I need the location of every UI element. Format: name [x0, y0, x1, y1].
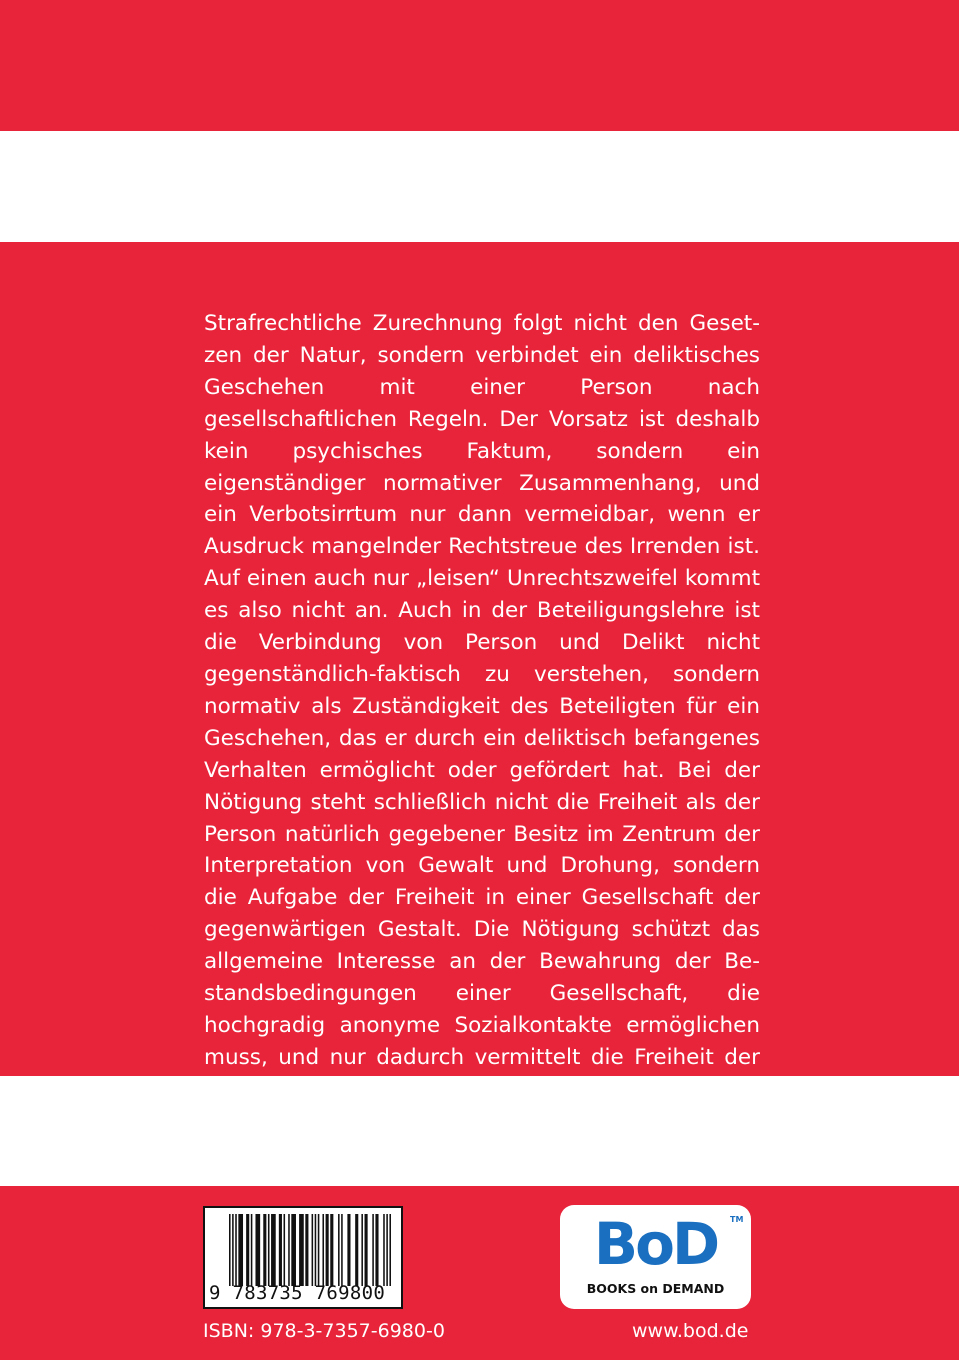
barcode-bar [375, 1214, 378, 1286]
isbn-label: ISBN: 978-3-7357-6980-0 [203, 1320, 445, 1342]
barcode-bar [288, 1214, 290, 1286]
barcode-bar [372, 1214, 374, 1286]
barcode-bar [330, 1214, 333, 1286]
barcode-bar [383, 1214, 385, 1286]
barcode-bar [251, 1214, 253, 1286]
barcode-bar [322, 1214, 324, 1286]
barcode-bar [386, 1214, 388, 1286]
publisher-logo [560, 1205, 751, 1309]
barcode-bars [229, 1214, 391, 1286]
bod-logo-text: BoD [593, 1210, 718, 1278]
barcode-bar [318, 1214, 320, 1286]
barcode-bar [229, 1214, 231, 1286]
barcode-bar [341, 1214, 343, 1286]
barcode-bar [291, 1214, 296, 1286]
barcode-bar [312, 1214, 314, 1286]
barcode-bar [246, 1214, 249, 1286]
barcode-bar [347, 1214, 350, 1286]
barcode-bar [271, 1214, 276, 1286]
barcode-bar [326, 1214, 329, 1286]
barcode-bar [235, 1214, 237, 1286]
barcode-bar [279, 1214, 282, 1286]
barcode-bar [284, 1214, 286, 1286]
barcode-bar [299, 1214, 304, 1286]
top-red-band [0, 0, 959, 131]
barcode [203, 1206, 403, 1309]
lower-white-stripe [0, 1076, 959, 1186]
trademark-mark: TM [730, 1215, 744, 1224]
publisher-subtitle: BOOKS on DEMAND [586, 1281, 725, 1296]
barcode-bar [238, 1214, 243, 1286]
barcode-bar [361, 1214, 363, 1286]
barcode-bar [268, 1214, 270, 1286]
publisher-website: www.bod.de [632, 1320, 749, 1342]
barcode-digits: 9 783735 769800 [209, 1282, 386, 1304]
barcode-bar [355, 1214, 358, 1286]
barcode-bar [338, 1214, 340, 1286]
barcode-bar [232, 1214, 234, 1286]
back-cover-blurb: Strafrechtliche Zurechnung folgt nicht den Gesetzen der Natur, sondern verbindet ein deliktisches Geschehen mit einer Person nach gesellschaftlichen Regeln. Der Vorsatz ist deshalb kein psychisches Faktum, sondern ein eigenständiger normativer Zusammenhang, und ein Verbotsirrtum nur dann vermeidbar, wenn er Ausdruck mangelnder Rechtstreue des Irrenden ist. Auf einen auch nur „leisen“ Unrechtszweifel kommt es also nicht an. Auch in der Beteiligungslehre ist die Verbindung von Person und Delikt nicht gegenständlich-faktisch zu verstehen, sondern normativ als Zuständigkeit des Beteiligten für ein Geschehen, das er durch ein deliktisch befangenes Verhalten ermöglicht oder gefördert hat. Bei der Nötigung steht schließlich nicht die Freiheit als der Person natürlich gegebener Besitz im Zentrum der Interpretation von Gewalt und Drohung, sondern die Aufgabe der Freiheit in einer Gesellschaft der gegenwärtigen Gestalt. Die Nötigung schützt das allgemeine Interesse an der Bewahrung der Bestandsbedingungen einer Gesellschaft, die hochgradig anonyme Sozialkontakte ermöglichen muss, und nur dadurch vermittelt die Freiheit der [204, 311, 760, 1070]
barcode-bar [305, 1214, 308, 1286]
barcode-bar [263, 1214, 266, 1286]
barcode-bar [389, 1214, 391, 1286]
upper-white-stripe [0, 131, 959, 242]
barcode-bar [255, 1214, 260, 1286]
barcode-bar [315, 1214, 317, 1286]
bottom-red-band [0, 1186, 959, 1360]
barcode-bar [365, 1214, 368, 1286]
